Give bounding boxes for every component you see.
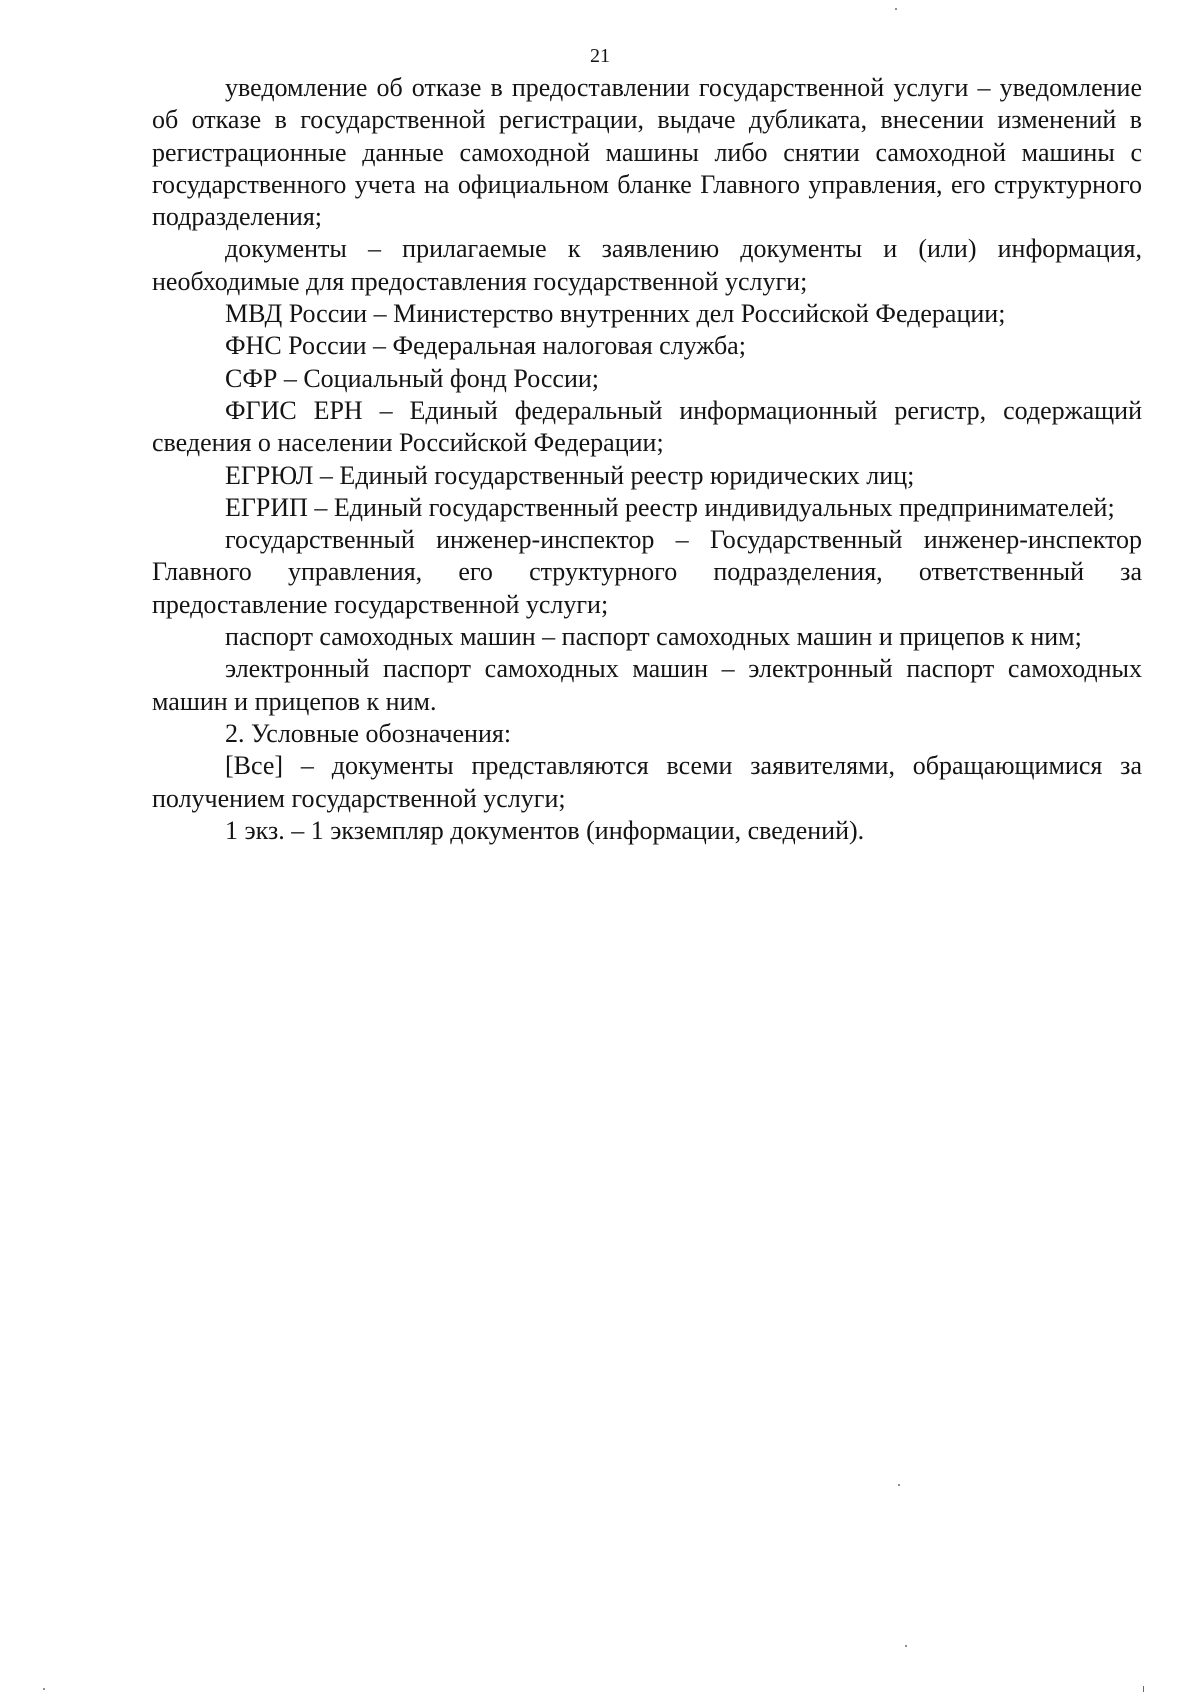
scan-speck [1143,1686,1144,1692]
paragraph-all-applicants: [Все] – документы представляются всеми заявителями, обращающимися за получением государственной услуги; [152,751,1142,813]
paragraph-egrul: ЕГРЮЛ – Единый государственный реестр юридических лиц; [225,460,915,490]
paragraph-sfr: СФР – Социальный фонд России; [225,363,599,393]
paragraph-state-inspector: государственный инженер-инспектор – Государственный инженер-инспектор Главного управления, его структурного подразделения, ответственный за предоставление государственной услуги; [152,525,1142,619]
paragraph-machine-passport: паспорт самоходных машин – паспорт самоходных машин и прицепов к ним; [225,622,1082,652]
paragraph-one-copy: 1 экз. – 1 экземпляр документов (информации, сведений). [225,815,865,845]
paragraph-mvd: МВД России – Министерство внутренних дел Российской Федерации; [225,299,1006,329]
paragraph-refusal-notice: уведомление об отказе в предоставлении государственной услуги – уведомление об отказе в государственной регистрации, выдаче дубликата, внесении изменений в регистрационные данные самоходной машины либо снятии самоходной машины с государственного учета на официальном бланке Главного управления, его структурного подразделения; [152,73,1142,232]
paragraph-conventions-heading: 2. Условные обозначения: [225,718,512,748]
scan-speck [898,1484,900,1486]
scan-speck [905,1645,907,1647]
scan-speck [43,1688,45,1690]
page-number: 21 [590,45,610,67]
paragraph-electronic-passport: электронный паспорт самоходных машин – электронный паспорт самоходных машин и прицепов к ним. [152,654,1142,716]
paragraph-documents: документы – прилагаемые к заявлению документы и (или) информация, необходимые для предоставления государственной услуги; [152,234,1142,296]
paragraph-fgis-ern: ФГИС ЕРН – Единый федеральный информационный регистр, содержащий сведения о населении Российской Федерации; [152,395,1142,458]
paragraph-egrip: ЕГРИП – Единый государственный реестр индивидуальных предпринимателей; [225,492,1115,522]
scan-speck [895,8,897,10]
document-body [152,72,1142,847]
paragraph-fns: ФНС России – Федеральная налоговая служба; [225,331,746,361]
